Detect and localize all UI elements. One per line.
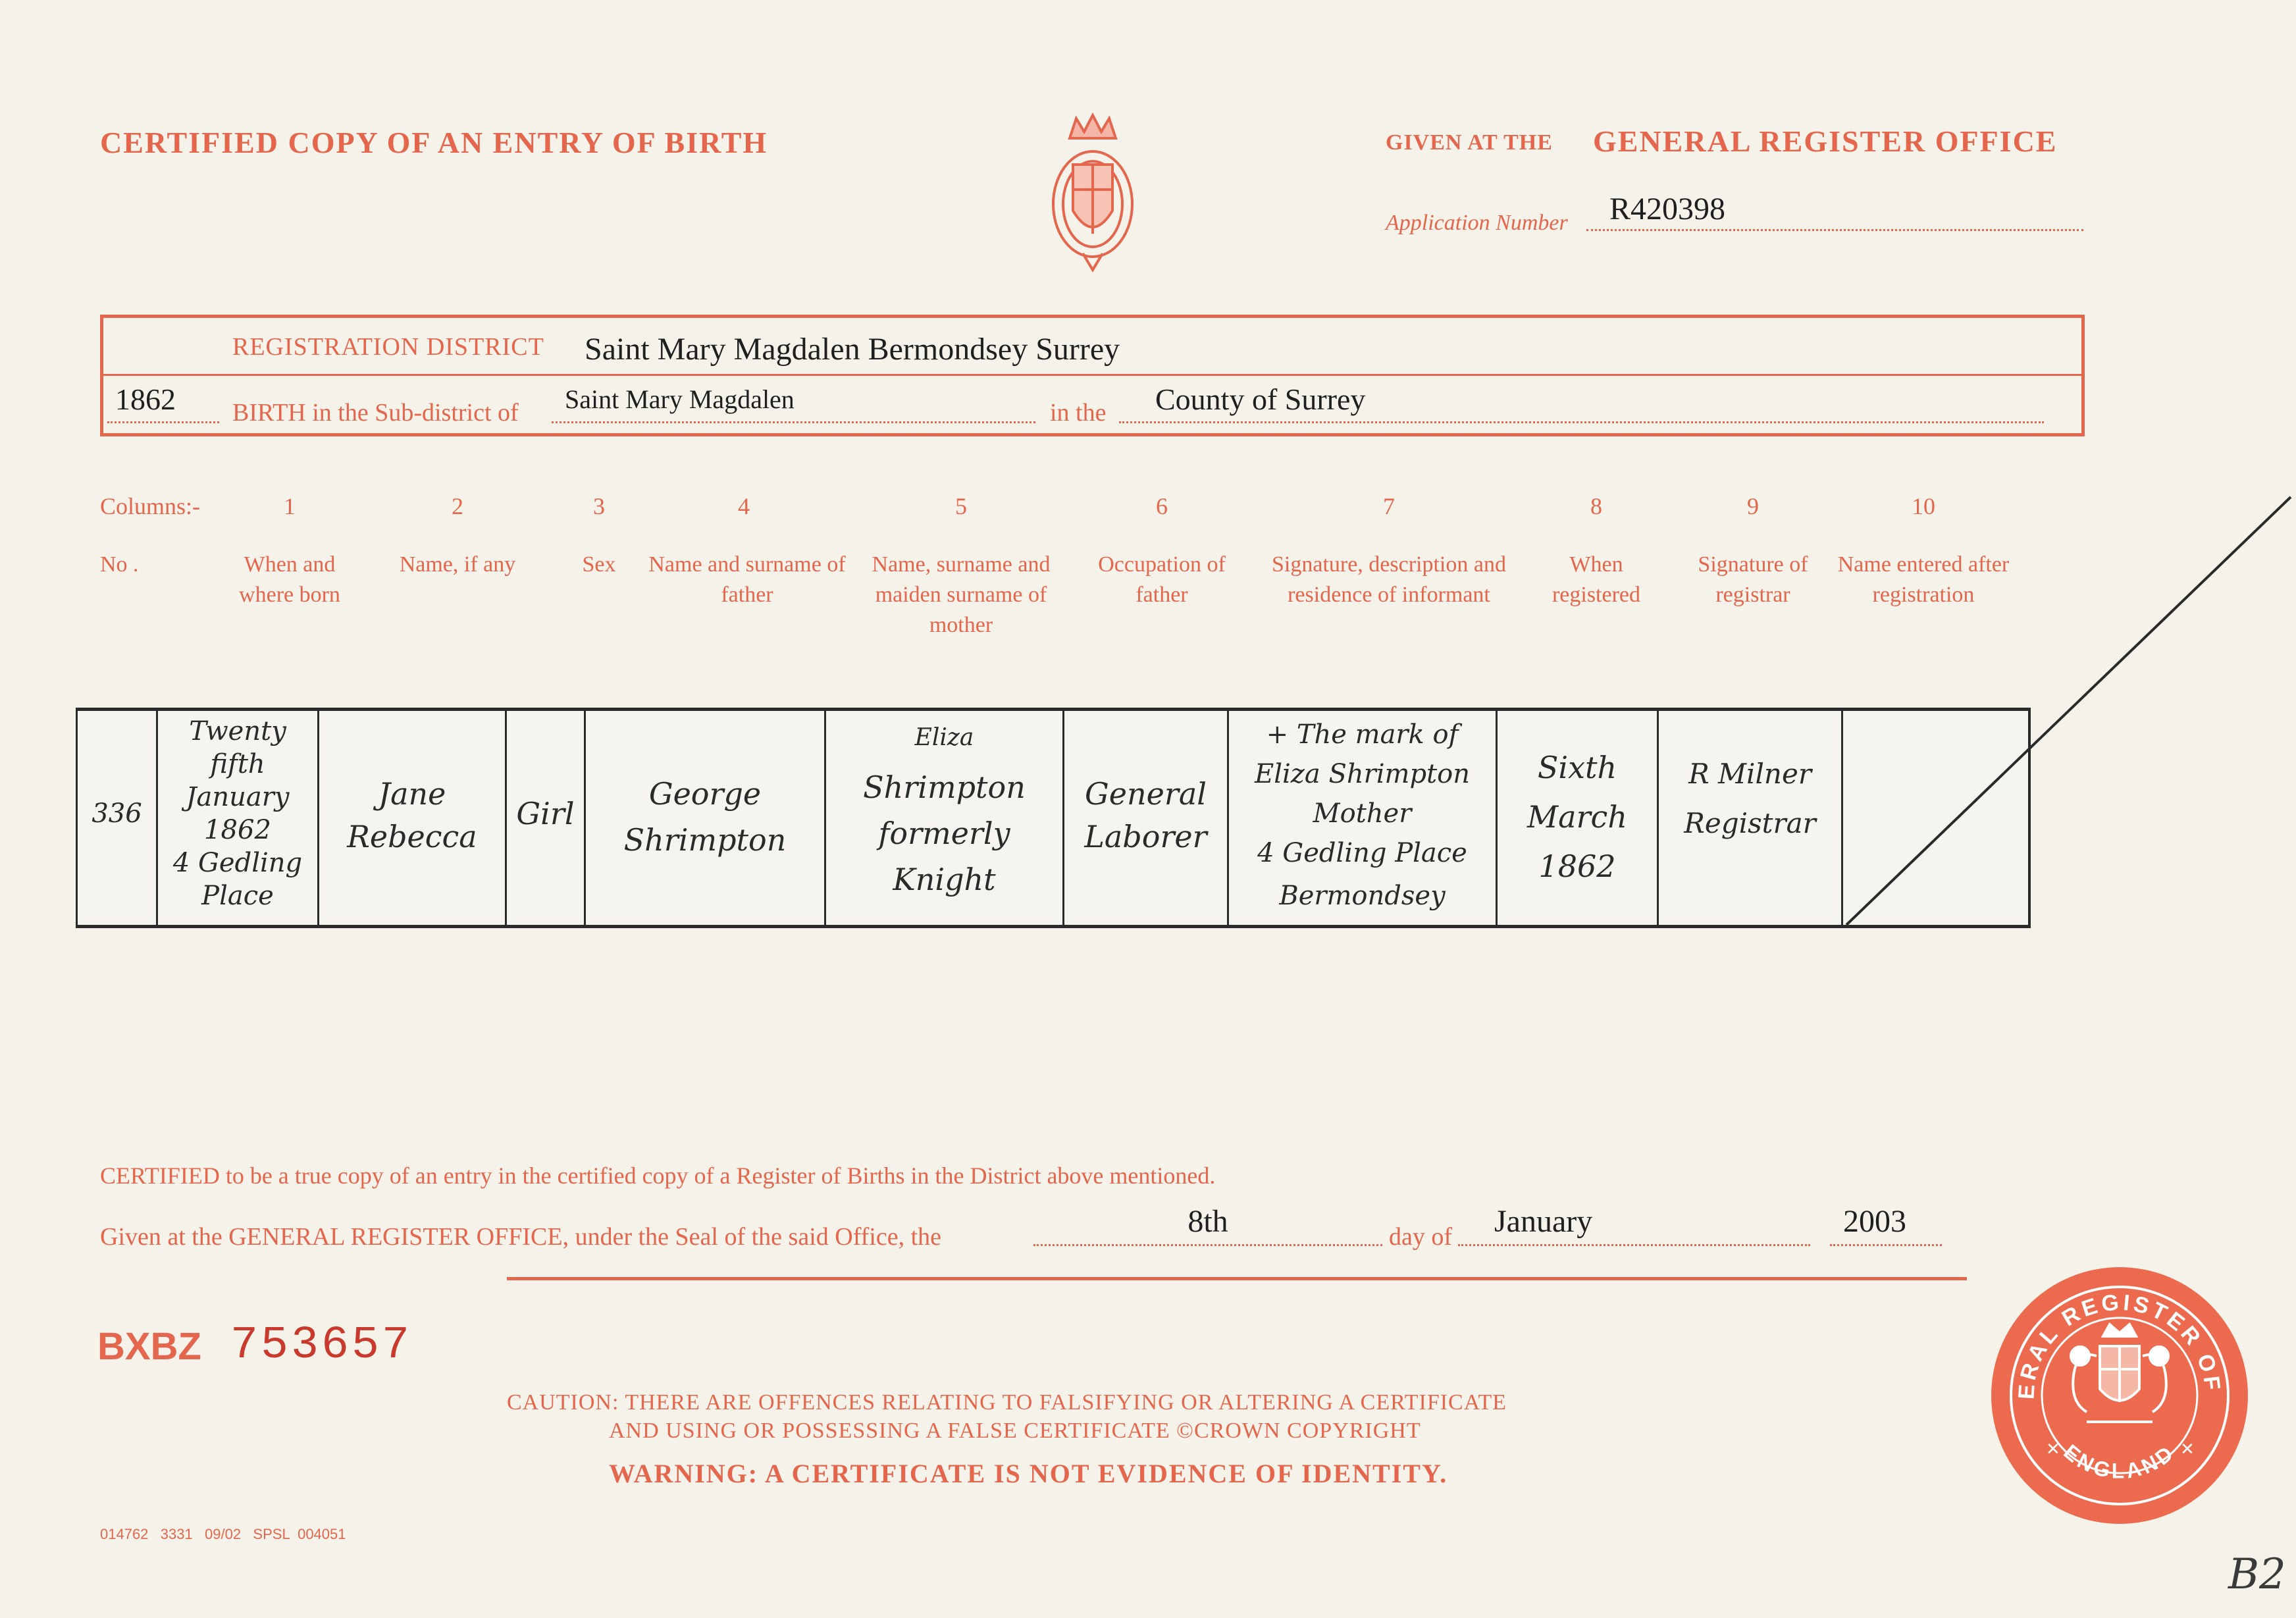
entry-name-line: Rebecca	[347, 819, 477, 854]
entry-registrar-line: R Milner	[1688, 758, 1812, 790]
column-number-5: 5	[955, 493, 967, 519]
certification-rule	[507, 1277, 1967, 1280]
caution-line-2: AND USING OR POSSESSING A FALSE CERTIFICATE ©CROWN COPYRIGHT	[609, 1419, 1421, 1443]
no-heading: No .	[100, 552, 139, 577]
column-number-6: 6	[1156, 493, 1168, 519]
entry-father-cell	[586, 711, 826, 925]
entry-mother-line: Shrimpton	[863, 770, 1026, 805]
entry-when-where-line: Place	[201, 881, 274, 911]
column-number-10: 10	[1912, 493, 1935, 519]
entry-father-line: George	[648, 776, 762, 812]
heading-occupation: Occupation of father	[1098, 552, 1226, 607]
certification-month: January	[1494, 1204, 1593, 1239]
entry-when-where-line: 1862	[204, 815, 271, 845]
serial-number: 753657	[230, 1320, 413, 1372]
column-number-4: 4	[738, 493, 750, 519]
registration-district-value: Saint Mary Magdalen Bermondsey Surrey	[585, 332, 1120, 367]
heading-father: Name and surname of father	[648, 552, 846, 607]
certification-year: 2003	[1843, 1204, 1906, 1239]
given-at-label: GIVEN AT THE	[1386, 130, 1553, 155]
registration-district-label: REGISTRATION DISTRICT	[232, 333, 544, 361]
certification-day: 8th	[1187, 1204, 1228, 1239]
entry-sex-cell	[507, 711, 586, 925]
subdistrict-label: BIRTH in the Sub-district of	[232, 399, 519, 427]
in-the-label: in the	[1050, 399, 1107, 427]
column-number-8: 8	[1590, 493, 1602, 519]
entry-registered-line: 1862	[1538, 848, 1616, 884]
entry-informant-cell	[1229, 711, 1498, 925]
heading-when-where-born: When and where born	[239, 552, 340, 607]
heading-sex: Sex	[582, 552, 616, 577]
heading-mother: Name, surname and maiden surname of mother	[872, 552, 1051, 637]
column-number-2: 2	[452, 493, 463, 519]
heading-name-after-registration: Name entered after registration	[1837, 552, 2010, 607]
given-at-statement: Given at the GENERAL REGISTER OFFICE, under the Seal of the said Office, the	[100, 1223, 942, 1251]
heading-registrar: Signature of registrar	[1698, 552, 1808, 607]
entry-when-where-line: 4 Gedling	[172, 848, 303, 878]
application-number-label: Application Number	[1386, 211, 1568, 235]
entry-informant-line: 4 Gedling Place	[1257, 838, 1467, 868]
entry-registered-cell	[1498, 711, 1659, 925]
svg-text:GENERAL REGISTER OFFICE: ERAL REGISTER OF	[2014, 1290, 2226, 1400]
entry-informant-line: + The mark of	[1266, 719, 1459, 750]
application-number: R420398	[1609, 192, 1726, 226]
column-number-3: 3	[593, 493, 605, 519]
registration-year: 1862	[115, 382, 176, 416]
entry-registered-line: March	[1527, 799, 1627, 835]
entry-informant-line: Eliza Shrimpton	[1255, 759, 1470, 789]
diagonal-strike-line	[1837, 487, 2296, 935]
entry-occupation-line: General	[1085, 776, 1207, 812]
serial-prefix: BXBZ	[97, 1325, 201, 1368]
heading-name: Name, if any	[399, 552, 516, 577]
entry-when-where-cell	[158, 711, 319, 925]
column-number-9: 9	[1747, 493, 1759, 519]
heading-when-registered: When registered	[1552, 552, 1641, 607]
entry-informant-line: Bermondsey	[1279, 881, 1446, 911]
entry-mother-line: Knight	[893, 862, 996, 897]
caution-line-1: CAUTION: THERE ARE OFFENCES RELATING TO FALSIFYING OR ALTERING A CERTIFICATE	[507, 1390, 1507, 1415]
entry-when-where-line: fifth	[210, 749, 265, 779]
royal-crest-icon	[1043, 112, 1142, 276]
certified-statement: CERTIFIED to be a true copy of an entry in the certified copy of a Register of Births in the District above mentioned.	[100, 1162, 1216, 1189]
county-value: County of Surrey	[1155, 382, 1366, 416]
svg-text:✕: ✕	[2046, 1440, 2060, 1459]
entry-mother-line: Eliza	[914, 724, 974, 751]
column-number-7: 7	[1383, 493, 1395, 519]
general-register-office-seal	[1988, 1264, 2251, 1527]
registration-divider	[103, 374, 2081, 376]
entry-mother-line: formerly	[878, 816, 1010, 851]
entry-occupation-line: Laborer	[1084, 819, 1207, 854]
entry-registered-line: Sixth	[1537, 750, 1617, 785]
margin-pencil-mark: B2	[2228, 1550, 2286, 1599]
entry-when-where-line: January	[186, 782, 290, 812]
entry-registrar-cell	[1659, 711, 1843, 925]
entry-registrar-line: Registrar	[1684, 807, 1816, 839]
entry-sex: Girl	[516, 796, 575, 831]
entry-name-cell	[319, 711, 507, 925]
form-code: 014762 3331 09/02 SPSL 004051	[100, 1526, 346, 1542]
entry-father-line: Shrimpton	[623, 822, 787, 858]
entry-name-line: Jane	[378, 776, 446, 812]
columns-label: Columns:-	[100, 493, 201, 519]
entry-no: 336	[91, 798, 142, 829]
subdistrict-value: Saint Mary Magdalen	[565, 384, 795, 414]
entry-informant-line: Mother	[1313, 798, 1412, 829]
entry-when-where-line: Twenty	[189, 716, 286, 746]
day-of-label: day of	[1389, 1223, 1453, 1251]
svg-text:ENGLAND: ENGLAND	[2059, 1440, 2180, 1483]
entry-mother-cell	[826, 711, 1064, 925]
entry-no-cell	[78, 711, 158, 925]
entry-occupation-cell	[1064, 711, 1229, 925]
certificate-title: CERTIFIED COPY OF AN ENTRY OF BIRTH	[100, 126, 768, 159]
heading-informant: Signature, description and residence of informant	[1272, 552, 1506, 607]
column-number-1: 1	[284, 493, 296, 519]
general-register-office-heading: GENERAL REGISTER OFFICE	[1593, 124, 2058, 158]
identity-warning: WARNING: A CERTIFICATE IS NOT EVIDENCE OF IDENTITY.	[609, 1459, 1448, 1488]
svg-text:✕: ✕	[2180, 1440, 2195, 1459]
